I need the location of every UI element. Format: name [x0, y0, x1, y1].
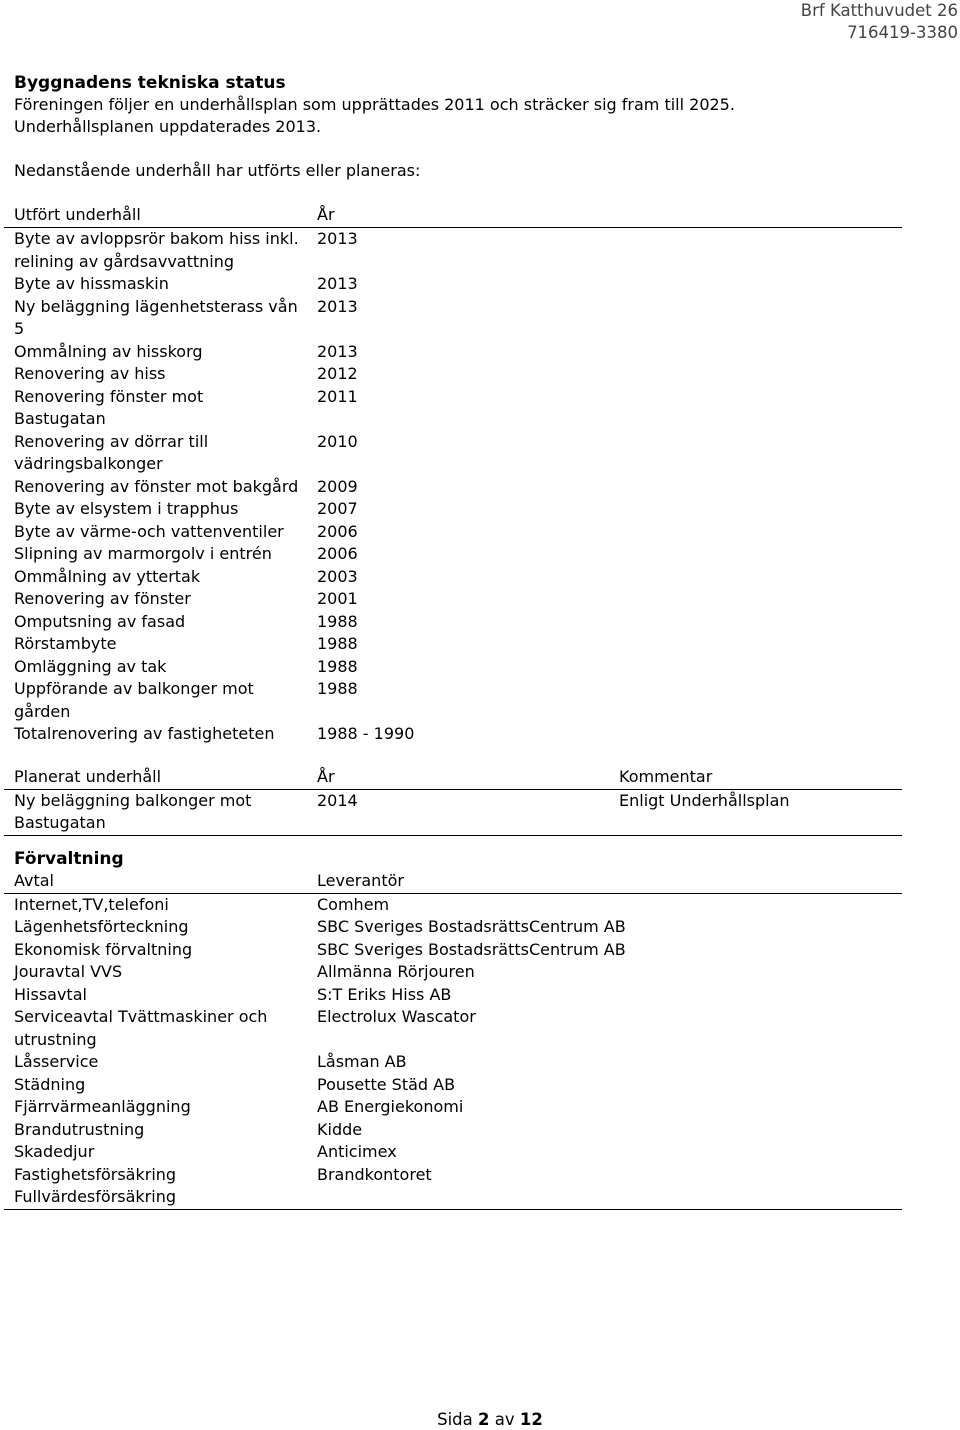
table-row	[14, 476, 914, 499]
table-row	[14, 1119, 914, 1142]
row-value: 2011	[317, 386, 358, 406]
management-table-header	[4, 870, 902, 894]
row-value: 2013	[317, 274, 358, 293]
table-row	[14, 498, 914, 521]
org-number: 716419-3380	[847, 23, 958, 42]
row-value: Comhem	[317, 894, 390, 914]
row-value: 2010	[317, 431, 358, 451]
planned-table-header	[4, 766, 902, 790]
row-description: Ommålning av hisskorg	[14, 341, 203, 361]
table-row	[14, 1051, 914, 1074]
table-row	[14, 386, 914, 431]
table-row	[14, 916, 914, 939]
row-description: Lägenhetsförteckning	[14, 917, 189, 936]
plan-update-text: Underhållsplanen uppdaterades 2013.	[14, 117, 322, 136]
row-description: Byte av hissmaskin	[14, 274, 169, 293]
planned-col-year: År	[317, 766, 335, 786]
row-value: 1988	[317, 611, 358, 631]
document-header	[801, 0, 958, 44]
done-table-header	[4, 204, 902, 228]
table-row	[14, 723, 914, 746]
row-description: Fullvärdesförsäkring	[14, 1187, 176, 1206]
page-separator: av	[494, 1410, 515, 1429]
table-row	[14, 1006, 914, 1051]
table-row	[14, 1186, 914, 1209]
table-row	[14, 341, 914, 364]
planned-col-comment: Kommentar	[619, 766, 713, 786]
row-description: Slipning av marmorgolv i entrén	[14, 544, 272, 563]
row-comment: Enligt Underhållsplan	[619, 790, 790, 810]
row-value: 1988	[317, 634, 358, 653]
org-name: Brf Katthuvudet 26	[800, 1, 958, 20]
row-value: SBC Sveriges BostadsrättsCentrum AB	[317, 917, 626, 936]
row-description: Byte av värme-och vattenventiler	[14, 521, 284, 541]
row-value: Brandkontoret	[317, 1164, 432, 1184]
row-value: 2013	[317, 229, 358, 248]
table-row	[14, 588, 914, 611]
done-col-work: Utfört underhåll	[14, 205, 141, 224]
table-row	[14, 363, 914, 386]
row-value: 1988	[317, 656, 358, 676]
row-description: Omläggning av tak	[14, 656, 167, 676]
row-value: 2007	[317, 499, 358, 518]
row-description: Rörstambyte	[14, 634, 117, 653]
row-description: Jouravtal VVS	[14, 962, 123, 981]
table-row	[14, 678, 914, 723]
row-value: 2003	[317, 566, 358, 586]
table-row	[14, 566, 914, 589]
maintenance-intro: Nedanstående underhåll har utförts eller planeras:	[14, 161, 421, 180]
row-value: 2014	[317, 790, 358, 810]
table-row	[14, 939, 914, 962]
maintenance-plan-text: Föreningen följer en underhållsplan som upprättades 2011 och sträcker sig fram till 2025.	[14, 95, 735, 114]
management-heading: Förvaltning	[14, 848, 124, 869]
done-table-body	[14, 228, 914, 746]
row-description: Uppförande av balkonger mot gården	[14, 679, 254, 721]
table-row	[14, 1141, 914, 1164]
row-value: Låsman AB	[317, 1052, 407, 1071]
row-value: Pousette Städ AB	[317, 1074, 456, 1094]
table-row	[14, 543, 914, 566]
row-description: Städning	[14, 1074, 86, 1094]
management-col-supplier: Leverantör	[317, 870, 404, 890]
row-value: SBC Sveriges BostadsrättsCentrum AB	[317, 939, 626, 959]
row-description: Renovering av fönster	[14, 589, 191, 608]
done-col-year: År	[317, 205, 335, 224]
row-description: Skadedjur	[14, 1142, 95, 1161]
row-value: 2006	[317, 544, 358, 563]
row-value: 2006	[317, 521, 358, 541]
row-value: 2013	[317, 296, 358, 316]
page-total: 12	[519, 1410, 543, 1429]
table-row	[14, 633, 914, 656]
row-value: 2009	[317, 476, 358, 496]
table-row	[14, 273, 914, 296]
row-value: Anticimex	[317, 1142, 397, 1161]
row-description: Renovering av fönster mot bakgård	[14, 476, 299, 496]
row-value: 1988	[317, 679, 358, 698]
table-row	[14, 296, 914, 341]
row-description: Låsservice	[14, 1052, 99, 1071]
row-value: 1988 - 1990	[317, 724, 415, 743]
row-description: Internet,TV,telefoni	[14, 894, 169, 914]
table-row	[14, 790, 914, 835]
technical-status-heading: Byggnadens tekniska status	[14, 73, 286, 93]
row-value: 2001	[317, 589, 358, 608]
table-row	[14, 1164, 914, 1187]
row-description: Totalrenovering av fastigheteten	[14, 724, 275, 743]
row-value: 2012	[317, 364, 358, 383]
row-description: Serviceavtal Tvättmaskiner och utrustning	[14, 1007, 268, 1049]
page-label: Sida	[437, 1410, 473, 1429]
row-description: Ny beläggning lägenhetsterass vån 5	[14, 296, 298, 338]
row-description: Ommålning av yttertak	[14, 566, 201, 586]
management-table-body	[14, 894, 914, 1209]
table-row	[14, 611, 914, 634]
table-row	[14, 894, 914, 917]
table-row	[14, 521, 914, 544]
row-description: Renovering fönster mot Bastugatan	[14, 386, 204, 428]
row-value: AB Energiekonomi	[317, 1097, 464, 1116]
row-description: Fastighetsförsäkring	[14, 1164, 177, 1184]
table-row	[14, 1074, 914, 1097]
page-content	[14, 72, 914, 1210]
management-col-contract: Avtal	[14, 870, 54, 890]
row-description: Byte av avloppsrör bakom hiss inkl. relining av gårdsavvattning	[14, 229, 299, 271]
row-description: Hissavtal	[14, 984, 87, 1004]
table-row	[14, 1096, 914, 1119]
row-description: Brandutrustning	[14, 1119, 145, 1139]
planned-col-work: Planerat underhåll	[14, 766, 162, 786]
row-description: Renovering av dörrar till vädringsbalkonger	[14, 431, 209, 473]
table-row	[14, 984, 914, 1007]
table-row	[14, 656, 914, 679]
row-value: Allmänna Rörjouren	[317, 962, 475, 981]
management-table-end	[4, 1209, 902, 1210]
row-value: S:T Eriks Hiss AB	[317, 984, 452, 1004]
table-row	[14, 961, 914, 984]
row-description: Fjärrvärmeanläggning	[14, 1097, 191, 1116]
row-description: Omputsning av fasad	[14, 611, 186, 631]
row-description: Renovering av hiss	[14, 364, 166, 383]
row-value: 2013	[317, 341, 358, 361]
row-description: Ny beläggning balkonger mot Bastugatan	[14, 790, 252, 832]
page-number: 2	[478, 1410, 490, 1429]
row-description: Byte av elsystem i trapphus	[14, 499, 239, 518]
row-description: Ekonomisk förvaltning	[14, 939, 193, 959]
row-value: Kidde	[317, 1119, 363, 1139]
table-row	[14, 228, 914, 273]
table-row	[14, 431, 914, 476]
row-value: Electrolux Wascator	[317, 1007, 476, 1026]
page-footer	[0, 1410, 960, 1429]
planned-table-body	[14, 790, 914, 835]
